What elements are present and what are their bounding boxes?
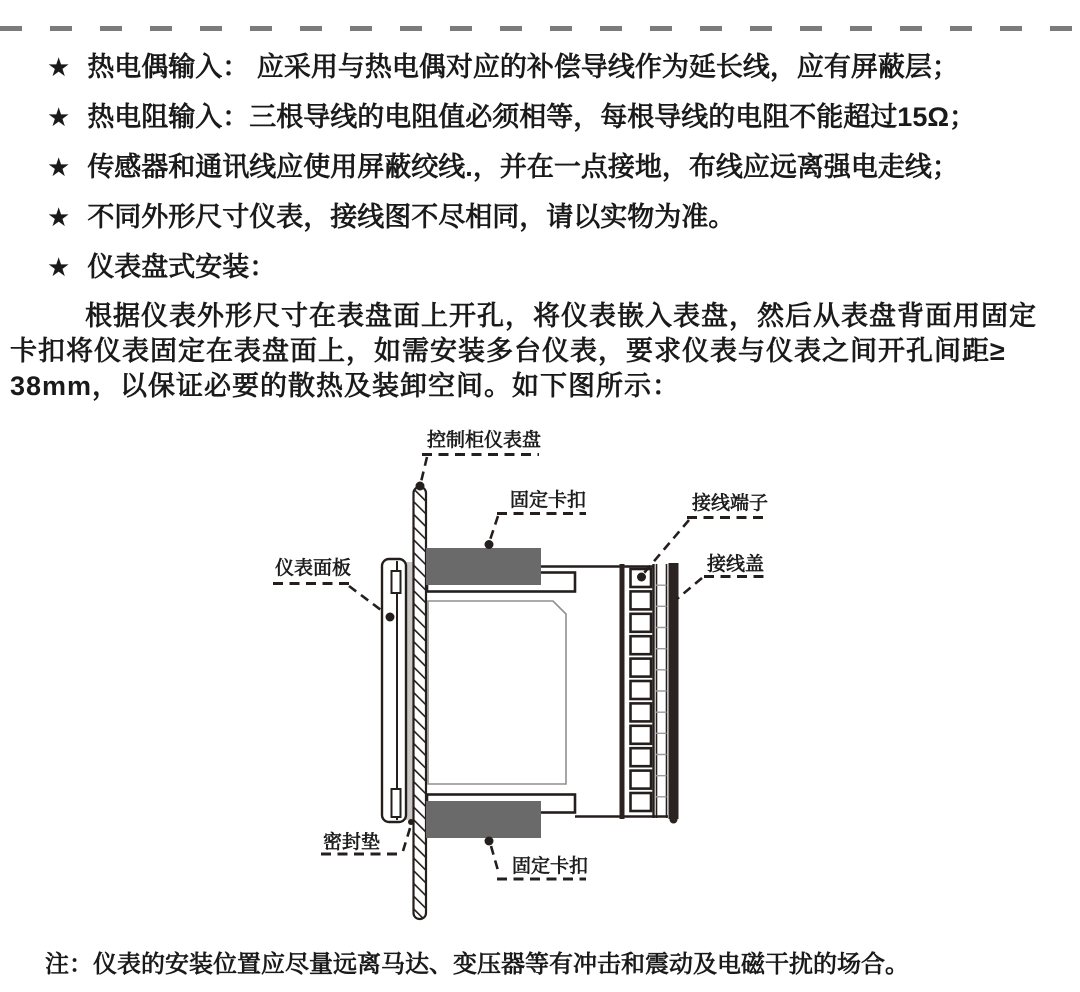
leader-dot-faceplate bbox=[386, 613, 395, 622]
terminal-block bbox=[620, 564, 654, 819]
fixing-clip-bottom bbox=[426, 801, 541, 838]
page-top-dashed-border bbox=[0, 26, 1080, 31]
installation-paragraph bbox=[10, 299, 1072, 404]
label-faceplate: 仪表面板 bbox=[275, 558, 352, 579]
label-gasket: 密封垫 bbox=[323, 832, 381, 853]
bullet-item bbox=[47, 253, 1057, 282]
label-terminal: 接线端子 bbox=[692, 493, 769, 514]
paragraph-line: 根据仪表外形尺寸在表盘面上开孔，将仪表嵌入表盘，然后从表盘背面用固定 bbox=[85, 301, 1037, 331]
leader-dot-clip-top bbox=[485, 540, 494, 549]
label-clip-bottom: 固定卡扣 bbox=[512, 856, 589, 877]
label-panel: 控制柜仪表盘 bbox=[427, 430, 542, 451]
bullet-text: 仪表盘式安装： bbox=[87, 252, 277, 282]
bullet-item bbox=[47, 53, 1057, 82]
note-text: 注：仪表的安装位置应尽量远离马达、变压器等有冲击和震动及电磁干扰的场合。 bbox=[45, 951, 909, 978]
label-clip-top: 固定卡扣 bbox=[510, 490, 587, 511]
leader-dot-panel bbox=[416, 482, 425, 491]
bullet-text: 热电偶输入： 应采用与热电偶对应的补偿导线作为延长线，应有屏蔽层； bbox=[87, 52, 959, 82]
paragraph-line: 卡扣将仪表固定在表盘面上，如需安装多台仪表，要求仪表与仪表之间开孔间距≥ bbox=[10, 336, 1006, 366]
installation-diagram bbox=[180, 410, 900, 935]
bullet-item bbox=[47, 153, 1057, 182]
fixing-clip-top bbox=[426, 548, 541, 585]
bullet-text: 传感器和通讯线应使用屏蔽绞线.，并在一点接地，布线应远离强电走线； bbox=[87, 152, 959, 182]
star-icon: ★ bbox=[47, 102, 71, 132]
leader-dot-clip-bottom bbox=[485, 837, 494, 846]
leader-dot-terminal bbox=[637, 573, 646, 582]
leader-dot-gasket bbox=[408, 819, 414, 825]
wiring-cover-bar bbox=[669, 563, 679, 824]
bullet-text: 热电阻输入：三根导线的电阻值必须相等，每根导线的电阻不能超过15Ω； bbox=[87, 102, 976, 132]
bullet-text: 不同外形尺寸仪表，接线图不尽相同，请以实物为准。 bbox=[87, 202, 736, 232]
case-window bbox=[428, 601, 566, 784]
panel-hatched-bar bbox=[414, 487, 427, 919]
star-icon: ★ bbox=[47, 152, 71, 182]
paragraph-line: 38mm，以保证必要的散热及装卸空间。如下图所示： bbox=[10, 371, 681, 401]
bullet-item bbox=[47, 203, 1057, 232]
bullet-list bbox=[47, 53, 1057, 303]
terminal-ladder-strip bbox=[656, 564, 667, 818]
label-cover: 接线盖 bbox=[707, 554, 765, 575]
star-icon: ★ bbox=[47, 202, 71, 232]
faceplate-bezel bbox=[382, 559, 406, 822]
bullet-item bbox=[47, 103, 1057, 132]
star-icon: ★ bbox=[47, 252, 71, 282]
star-icon: ★ bbox=[47, 52, 71, 82]
